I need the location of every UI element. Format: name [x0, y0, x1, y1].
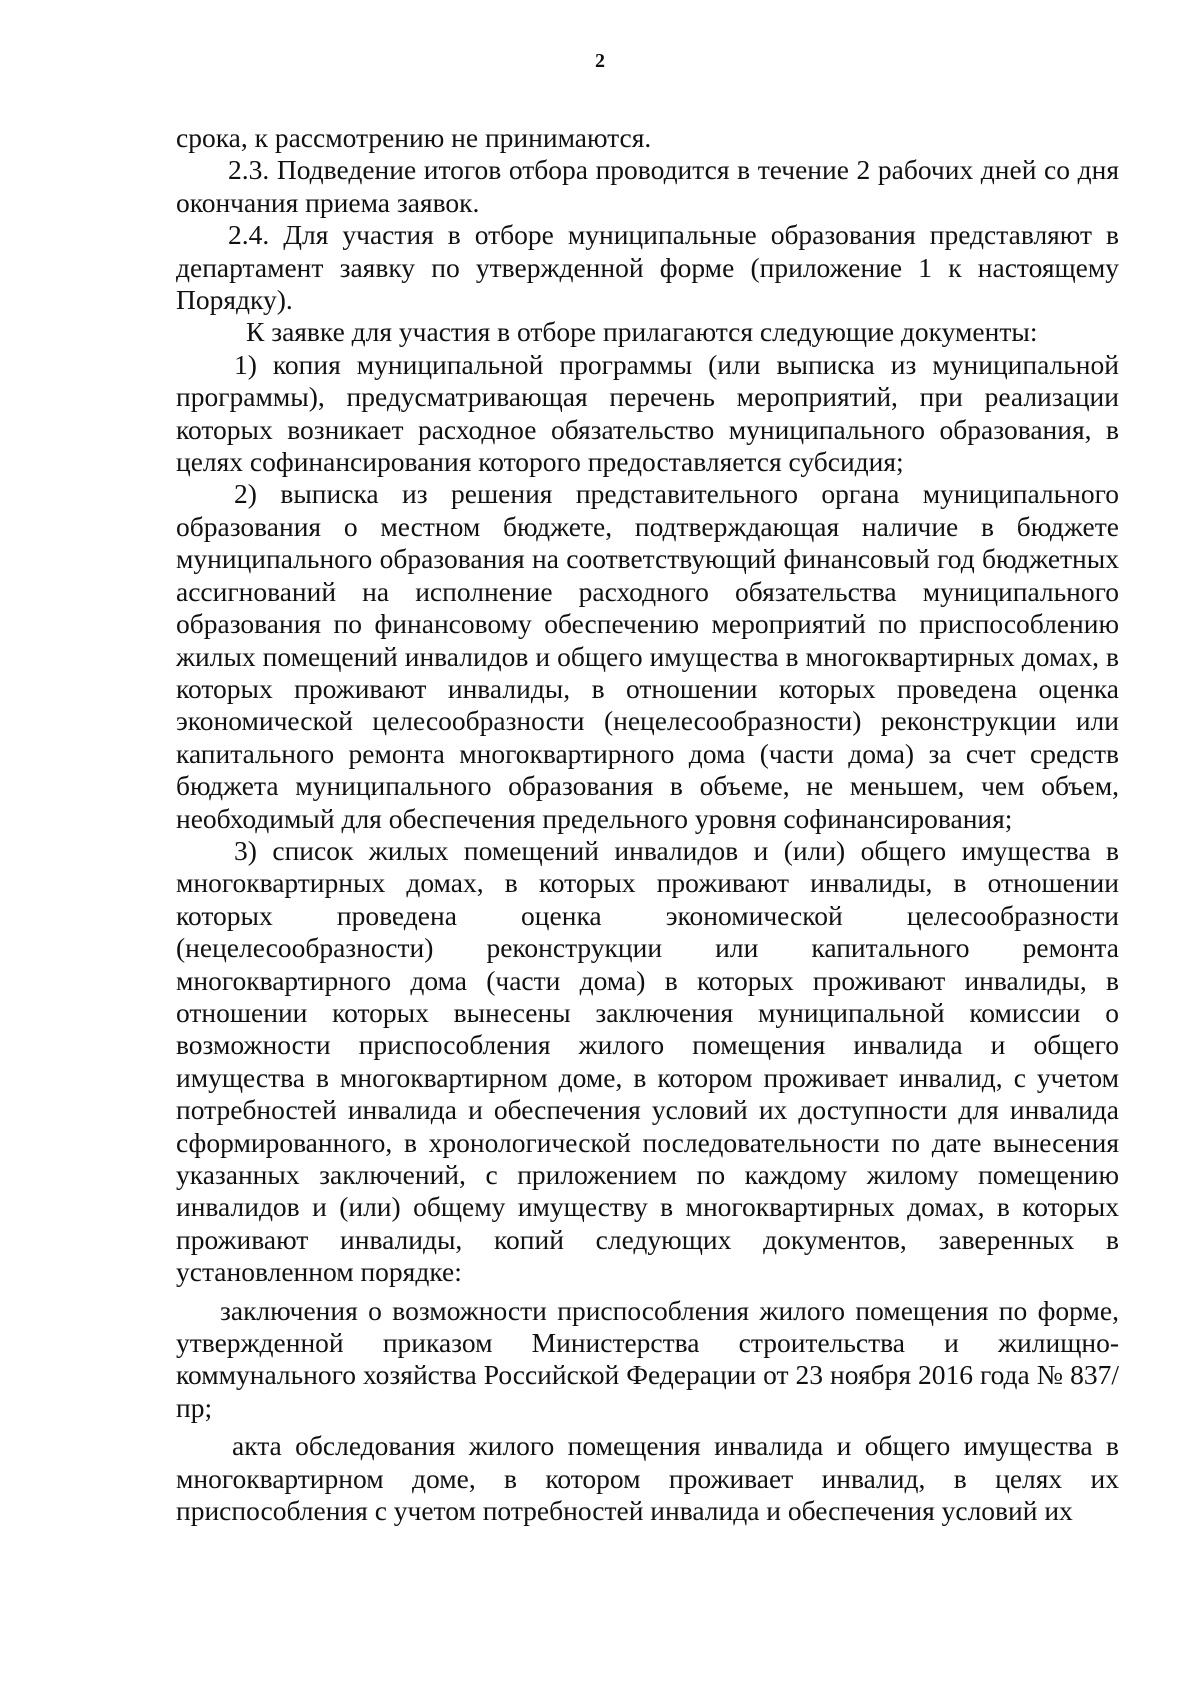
list-item-2: 2) выписка из решения представительного органа муниципального образования о местном бюджете, подтверждающая наличие в бюджете муниципального образования на соответствующий финансовый год бюджетных ассигнований на исполнение расходного обязательства муниципального образования по финансовому обеспечению мероприятий по приспособлению жилых помещений инвалидов и общего имущества в многоквартирных домах, в которых проживают инвалиды, в отношении которых проведена оценка экономической целесообразности (нецелесообразности) реконструкции или капитального ремонта многоквартирного дома (части дома) за счет средств бюджета муниципального образования в объеме, не меньшем, чем объем, необходимый для обеспечения предельного уровня софинансирования;	[176, 478, 1119, 834]
page-number: 2	[595, 50, 605, 72]
paragraph-inspection-act: акта обследования жилого помещения инвалида и общего имущества в многоквартирном доме, в котором проживает инвалид, в целях их приспособления с учетом потребностей инвалида и обеспечения условий их	[176, 1430, 1119, 1527]
list-item-1: 1) копия муниципальной программы (или выписка из муниципальной программы), предусматривающая перечень мероприятий, при реализации которых возникает расходное обязательство муниципального образования, в целях софинансирования которого предоставляется субсидия;	[176, 348, 1119, 478]
paragraph-2-4: 2.4. Для участия в отборе муниципальные образования представляют в департамент заявку по утвержденной форме (приложение 1 к настоящему Порядку).	[176, 219, 1119, 316]
paragraph-documents-intro: К заявке для участия в отборе прилагаются следующие документы:	[246, 316, 1038, 348]
paragraph-conclusion: заключения о возможности приспособления жилого помещения по форме, утвержденной приказом Министерства строительства и жилищно-коммунального хозяйства Российской Федерации от 23 ноября 2016 года № 837/пр;	[176, 1294, 1119, 1423]
paragraph-continuation: срока, к рассмотрению не принимаются.	[176, 122, 652, 153]
document-body	[176, 122, 1119, 1527]
paragraph-2-3: 2.3. Подведение итогов отбора проводится в течение 2 рабочих дней со дня окончания приема заявок.	[176, 154, 1119, 218]
list-item-3: 3) список жилых помещений инвалидов и (или) общего имущества в многоквартирных домах, в которых проживают инвалиды, в отношении которых проведена оценка экономической целесообразности (нецелесообразности) реконструкции или капитального ремонта многоквартирного дома (части дома) в которых проживают инвалиды, в отношении которых вынесены заключения муниципальной комиссии о возможности приспособления жилого помещения инвалида и общего имущества в многоквартирном доме, в котором проживает инвалид, с учетом потребностей инвалида и обеспечения условий их доступности для инвалида сформированного, в хронологической последовательности по дате вынесения указанных заключений, с приложением по каждому жилому помещению инвалидов и (или) общему имуществу в многоквартирных домах, в которых проживают инвалиды, копий следующих документов, заверенных в установленном порядке:	[176, 834, 1119, 1288]
